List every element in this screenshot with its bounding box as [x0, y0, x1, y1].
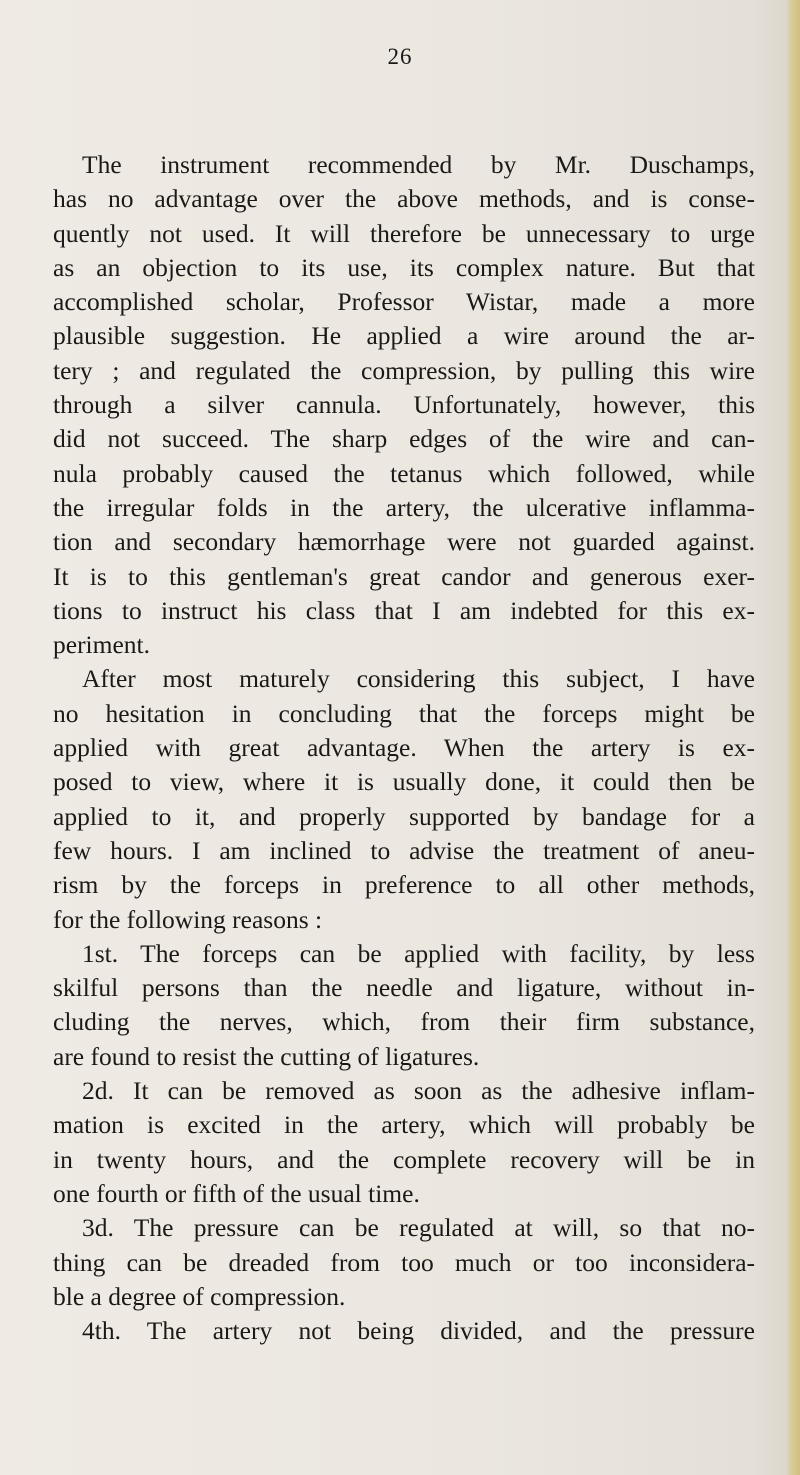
- text-line: plausible suggestion. He applied a wire around the ar-: [53, 321, 755, 351]
- text-line: It is to this gentleman's great candor and generous exer-: [53, 561, 755, 591]
- text-line: cluding the nerves, which, from their firm substance,: [53, 1007, 755, 1037]
- page-edge: [786, 0, 800, 1475]
- text-line: applied with great advantage. When the artery is ex-: [53, 733, 755, 763]
- text-line: skilful persons than the needle and ligature, without in-: [53, 973, 755, 1003]
- text-line: rism by the forceps in preference to all other methods,: [53, 870, 755, 900]
- text-line: in twenty hours, and the complete recovery will be in: [53, 1144, 755, 1174]
- text-line: has no advantage over the above methods, and is conse-: [53, 184, 755, 214]
- text-line: through a silver cannula. Unfortunately, however, this: [53, 390, 755, 420]
- text-line: for the following reasons :: [53, 904, 323, 934]
- text-line: tions to instruct his class that I am indebted for this ex-: [53, 595, 755, 625]
- text-line: thing can be dreaded from too much or too inconsidera-: [53, 1247, 755, 1277]
- text-line: did not succeed. The sharp edges of the wire and can-: [53, 424, 755, 454]
- text-line: 3d. The pressure can be regulated at will, so that no-: [82, 1213, 755, 1243]
- text-line: 4th. The artery not being divided, and the pressure: [82, 1316, 755, 1346]
- text-line: few hours. I am inclined to advise the treatment of aneu-: [53, 835, 755, 865]
- text-line: The instrument recommended by Mr. Duschamps,: [82, 150, 755, 179]
- text-line: the irregular folds in the artery, the ulcerative inflamma-: [53, 492, 755, 522]
- text-line: After most maturely considering this subject, I have: [82, 664, 755, 694]
- text-line: applied to it, and properly supported by bandage for a: [53, 801, 755, 831]
- text-line: quently not used. It will therefore be unnecessary to urge: [53, 218, 755, 248]
- text-line: tery ; and regulated the compression, by pulling this wire: [53, 355, 755, 385]
- text-line: nula probably caused the tetanus which followed, while: [53, 458, 755, 488]
- text-line: accomplished scholar, Professor Wistar, made a more: [53, 287, 755, 317]
- text-line: 2d. It can be removed as soon as the adhesive inflam-: [82, 1076, 755, 1106]
- text-line: periment.: [53, 630, 151, 660]
- text-line: ble a degree of compression.: [53, 1281, 346, 1311]
- text-line: are found to resist the cutting of ligatures.: [53, 1041, 480, 1071]
- text-line: 1st. The forceps can be applied with facility, by less: [82, 938, 755, 968]
- body-text: [53, 148, 755, 1348]
- text-line: no hesitation in concluding that the forceps might be: [53, 698, 755, 728]
- text-line: tion and secondary hæmorrhage were not guarded against.: [53, 527, 755, 557]
- text-line: mation is excited in the artery, which will probably be: [53, 1110, 755, 1140]
- text-line: as an objection to its use, its complex nature. But that: [53, 252, 755, 282]
- text-line: one fourth or fifth of the usual time.: [53, 1178, 420, 1208]
- text-line: posed to view, where it is usually done, it could then be: [53, 767, 755, 797]
- page-number: 26: [387, 44, 413, 69]
